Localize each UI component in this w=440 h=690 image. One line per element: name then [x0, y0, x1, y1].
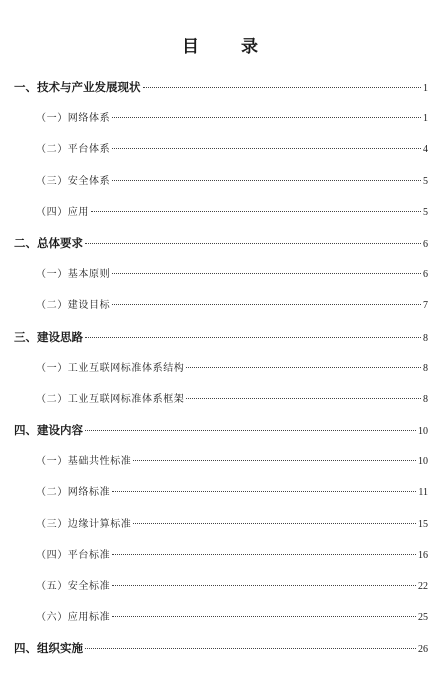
toc-dot-leader — [133, 523, 416, 524]
toc-entry-label: （一）网络体系 — [36, 113, 111, 125]
toc-page-number: 8 — [423, 332, 428, 344]
toc-page-number: 15 — [418, 518, 428, 530]
toc-dot-leader — [91, 211, 421, 212]
toc-entry-label: 四、建设内容 — [14, 423, 83, 438]
toc-entry[interactable] — [14, 72, 428, 103]
toc-page-number: 8 — [423, 362, 428, 374]
toc-entry[interactable] — [14, 477, 428, 508]
toc-dot-leader — [112, 148, 421, 149]
toc-entry-label: （二）网络标准 — [36, 487, 111, 499]
toc-page-number: 7 — [423, 300, 428, 312]
toc-page-number: 10 — [418, 456, 428, 468]
toc-entry[interactable] — [14, 509, 428, 540]
toc-dot-leader — [112, 554, 416, 555]
toc-entry[interactable] — [14, 228, 428, 259]
toc-entry-label: （二）平台体系 — [36, 144, 111, 156]
toc-dot-leader — [85, 243, 421, 244]
toc-dot-leader — [186, 367, 421, 368]
toc-dot-leader — [85, 337, 421, 338]
toc-dot-leader — [143, 87, 422, 88]
toc-entry[interactable] — [14, 103, 428, 134]
toc-dot-leader — [112, 273, 421, 274]
toc-dot-leader — [133, 460, 416, 461]
toc-entry-label: （四）应用 — [36, 206, 89, 218]
toc-entry-label: （三）边缘计算标准 — [36, 518, 132, 530]
toc-entry-label: （一）工业互联网标准体系结构 — [36, 362, 185, 374]
toc-page-number: 11 — [418, 487, 428, 499]
toc-entry[interactable] — [14, 166, 428, 197]
toc-page-number: 6 — [423, 238, 428, 250]
toc-dot-leader — [85, 648, 416, 649]
toc-dot-leader — [112, 180, 421, 181]
toc-entry[interactable] — [14, 134, 428, 165]
toc-dot-leader — [85, 430, 416, 431]
toc-entry[interactable] — [14, 571, 428, 602]
toc-entry-label: 二、总体要求 — [14, 235, 83, 250]
toc-title: 目 录 — [182, 37, 276, 57]
toc-entry[interactable] — [14, 259, 428, 290]
toc-entry-label: 四、组织实施 — [14, 641, 83, 656]
toc-page-number: 1 — [423, 83, 428, 94]
toc-entry[interactable] — [14, 322, 428, 353]
toc-dot-leader — [112, 304, 421, 305]
toc-entry[interactable] — [14, 290, 428, 321]
toc-dot-leader — [186, 398, 421, 399]
toc-entry[interactable] — [14, 384, 428, 415]
toc-page-number: 10 — [418, 426, 428, 438]
toc-dot-leader — [112, 585, 416, 586]
toc-entry-label: （五）安全标准 — [36, 581, 111, 592]
toc-page-number: 22 — [418, 581, 428, 592]
toc-entry-label: 一、技术与产业发展现状 — [14, 80, 141, 94]
toc-page-number: 5 — [423, 175, 428, 187]
toc-entry[interactable] — [14, 197, 428, 228]
toc-entry[interactable] — [14, 602, 428, 633]
toc-entry-label: （三）安全体系 — [36, 175, 111, 187]
toc-entry[interactable] — [14, 415, 428, 446]
toc-dot-leader — [112, 117, 421, 118]
toc-entry-label: （四）平台标准 — [36, 549, 111, 561]
toc-entry[interactable] — [14, 633, 428, 664]
toc-entry[interactable] — [14, 446, 428, 477]
toc-dot-leader — [112, 616, 416, 617]
toc-entry[interactable] — [14, 540, 428, 571]
toc-entry-label: （一）基本原则 — [36, 269, 111, 281]
toc-page-number: 4 — [423, 144, 428, 156]
toc-page-number: 6 — [423, 269, 428, 281]
toc-page-number: 8 — [423, 393, 428, 405]
toc-entry-label: 三、建设思路 — [14, 329, 83, 344]
toc-page-number: 26 — [418, 644, 428, 656]
toc-page-number: 16 — [418, 549, 428, 561]
toc-page-number: 1 — [423, 113, 428, 125]
toc-page-number: 5 — [423, 206, 428, 218]
toc-entry-label: （二）建设目标 — [36, 300, 111, 312]
toc-entry-label: （一）基础共性标准 — [36, 456, 132, 468]
toc-dot-leader — [112, 491, 416, 492]
toc-page-number: 25 — [418, 612, 428, 624]
toc-list — [14, 72, 428, 665]
toc-entry[interactable] — [14, 353, 428, 384]
toc-entry-label: （二）工业互联网标准体系框架 — [36, 393, 185, 405]
toc-entry-label: （六）应用标准 — [36, 612, 111, 624]
